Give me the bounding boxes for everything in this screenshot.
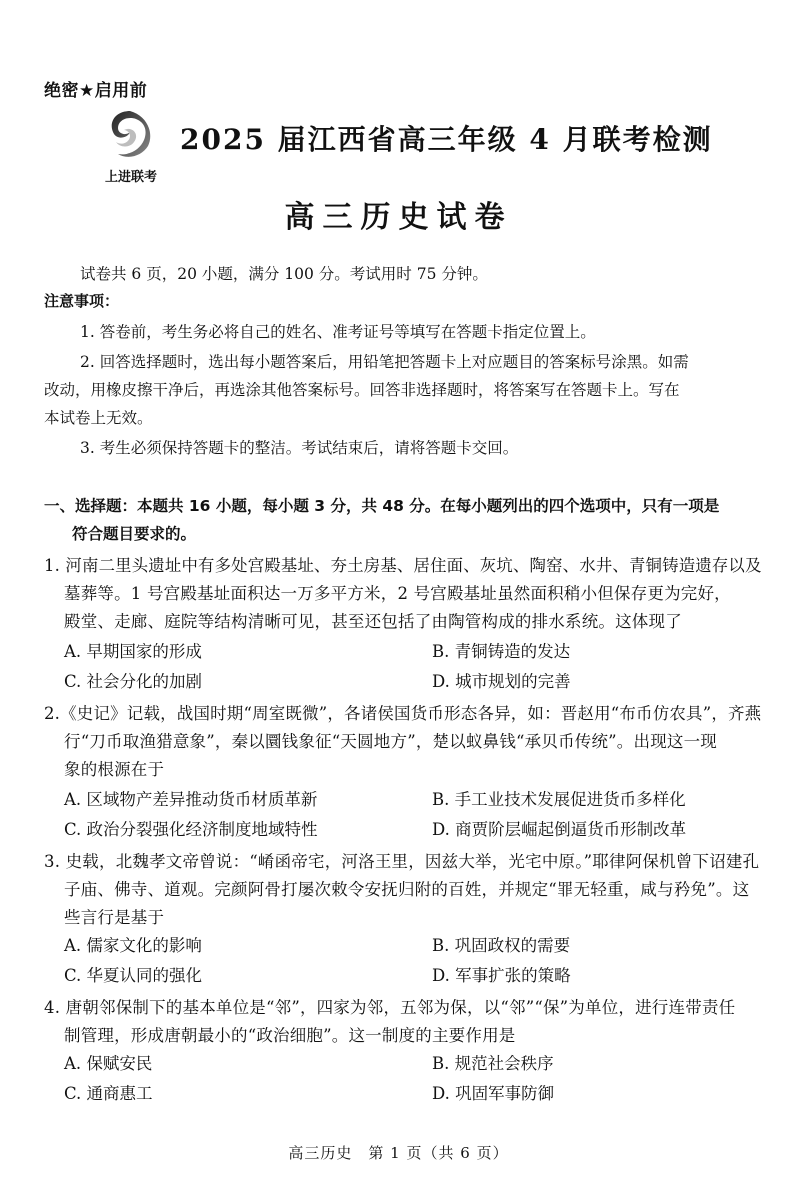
logo-text: 上进联考 <box>104 170 157 185</box>
question-1-option-a: A. 早期国家的形成 <box>64 642 202 661</box>
question-2-option-b: B. 手工业技术发展促进货币多样化 <box>432 790 686 809</box>
question-3-option-c: C. 华夏认同的强化 <box>64 966 203 985</box>
question-3-line: 子庙、佛寺、道观。完颜阿骨打屡次敕令安抚归附的百姓，并规定“罪无轻重，咸与矜免”。这 <box>64 880 750 899</box>
question-1-line: 1. 河南二里头遗址中有多处宫殿基址、夯土房基、居住面、灰坑、陶窑、水井、青铜铸造遗存以及 <box>44 556 762 575</box>
question-1-option-d: D. 城市规划的完善 <box>432 672 571 691</box>
question-3-option-a: A. 儒家文化的影响 <box>64 936 202 955</box>
question-4-option-a: A. 保赋安民 <box>64 1054 153 1073</box>
question-3-option-b: B. 巩固政权的需要 <box>432 936 571 955</box>
notice-line: 本试卷上无效。 <box>44 409 153 427</box>
subject-title: 高三历史试卷 <box>284 200 513 235</box>
notice-heading: 注意事项： <box>44 292 120 310</box>
question-1-line: 殿堂、走廊、庭院等结构清晰可见，甚至还包括了由陶管构成的排水系统。这体现了 <box>64 612 682 631</box>
question-1-option-c: C. 社会分化的加剧 <box>64 672 203 691</box>
question-3-line: 些言行是基于 <box>64 908 165 927</box>
question-2-line: 行“刀币取渔猎意象”，秦以圜钱象征“天圆地方”，楚以蚁鼻钱“承贝币传统”。出现这一现 <box>64 732 718 751</box>
notice-line: 3. 考生必须保持答题卡的整洁。考试结束后，请将答题卡交回。 <box>80 439 519 457</box>
question-2-line: 象的根源在于 <box>64 760 165 779</box>
notice-line: 2. 回答选择题时，选出每小题答案后，用铅笔把答题卡上对应题目的答案标号涂黑。如需 <box>80 353 689 371</box>
question-2-option-a: A. 区域物产差异推动货币材质革新 <box>64 790 318 809</box>
question-3-line: 3. 史载，北魏孝文帝曾说：“崤函帝宅，河洛王里，因兹大举，光宅中原。”耶律阿保机曾下诏建孔 <box>44 852 760 871</box>
exam-intro: 试卷共 6 页，20 小题，满分 100 分。考试用时 75 分钟。 <box>80 265 488 283</box>
question-2-option-c: C. 政治分裂强化经济制度地域特性 <box>64 820 318 839</box>
question-4-line: 4. 唐朝邻保制下的基本单位是“邻”，四家为邻，五邻为保，以“邻”“保”为单位，进行连带责任 <box>44 998 736 1017</box>
question-4-option-b: B. 规范社会秩序 <box>432 1054 554 1073</box>
notice-line: 1. 答卷前，考生务必将自己的姓名、准考证号等填写在答题卡指定位置上。 <box>80 323 596 341</box>
question-1-option-b: B. 青铜铸造的发达 <box>432 642 571 661</box>
question-2-option-d: D. 商贾阶层崛起倒逼货币形制改革 <box>432 820 687 839</box>
question-2-line: 2.《史记》记载，战国时期“周室既微”，各诸侯国货币形态各异，如：晋赵用“布币仿农具”，齐燕 <box>44 704 762 723</box>
question-3-option-d: D. 军事扩张的策略 <box>432 966 571 985</box>
question-4-line: 制管理，形成唐朝最小的“政治细胞”。这一制度的主要作用是 <box>64 1026 516 1045</box>
question-4-option-d: D. 巩固军事防御 <box>432 1084 555 1103</box>
logo-swirl-icon <box>106 108 154 166</box>
section-heading-cont: 符合题目要求的。 <box>72 525 197 543</box>
section-heading: 一、选择题：本题共 16 小题，每小题 3 分，共 48 分。在每小题列出的四个选项中，只有一项是 <box>44 497 720 515</box>
question-4-option-c: C. 通商惠工 <box>64 1084 153 1103</box>
question-1-line: 墓葬等。1 号宫殿基址面积达一万多平方米，2 号宫殿基址虽然面积稍小但保存更为完好， <box>64 584 731 603</box>
page-footer: 高三历史 第 1 页（共 6 页） <box>288 1144 509 1162</box>
confidential-label: 绝密★启用前 <box>44 81 148 101</box>
exam-logo <box>96 108 166 184</box>
exam-title: 2025 届江西省高三年级 4 月联考检测 <box>180 123 713 156</box>
notice-line: 改动，用橡皮擦干净后，再选涂其他答案标号。回答非选择题时，将答案写在答题卡上。写在 <box>44 381 680 399</box>
